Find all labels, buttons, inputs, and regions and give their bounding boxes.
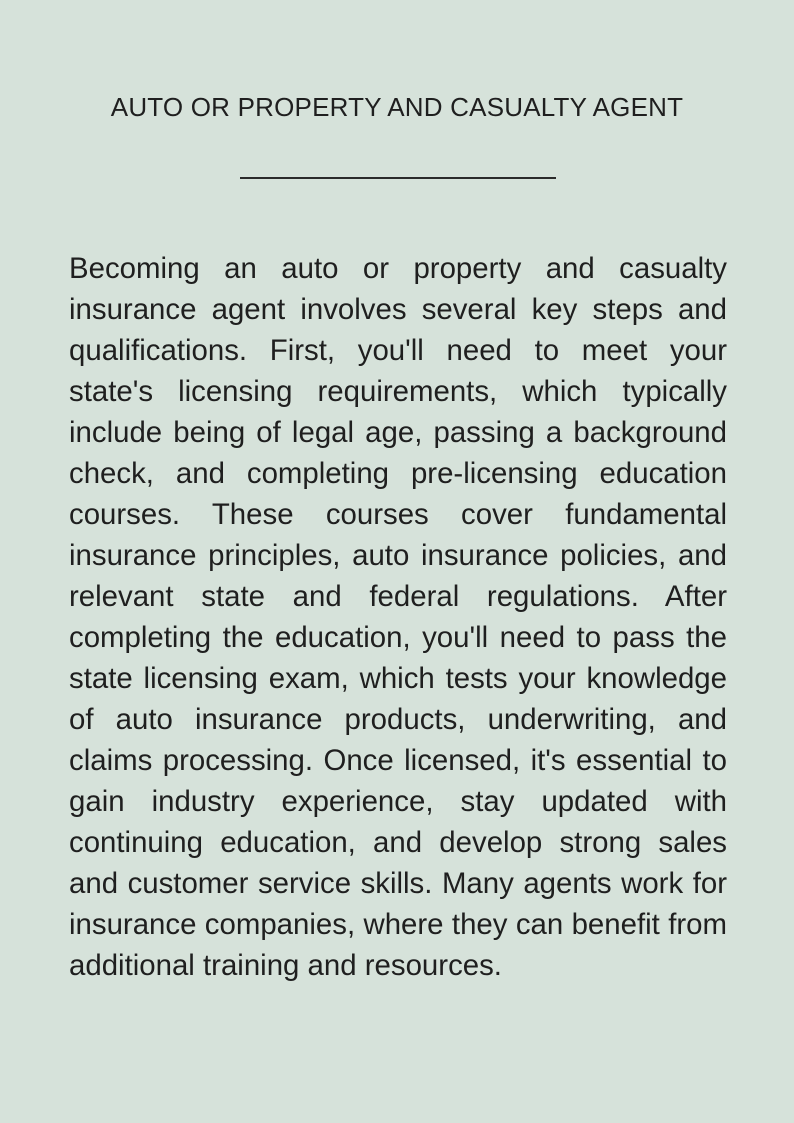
document-title: AUTO OR PROPERTY AND CASUALTY AGENT xyxy=(110,92,684,122)
title-divider xyxy=(240,177,556,179)
body-paragraph: Becoming an auto or property and casualty insurance agent involves several key steps and qualifications. First, you'll need to meet your state's licensing requirements, which typically include being of legal age, passing a background check, and completing pre-licensing education courses. These courses cover fundamental insurance principles, auto insurance policies, and relevant state and federal regulations. After completing the education, you'll need to pass the state licensing exam, which tests your knowledge of auto insurance products, underwriting, and claims processing. Once licensed, it's essential to gain industry experience, stay updated with continuing education, and develop strong sales and customer service skills. Many agents work for insurance companies, where they can benefit from additional training and resources. xyxy=(69,252,727,982)
